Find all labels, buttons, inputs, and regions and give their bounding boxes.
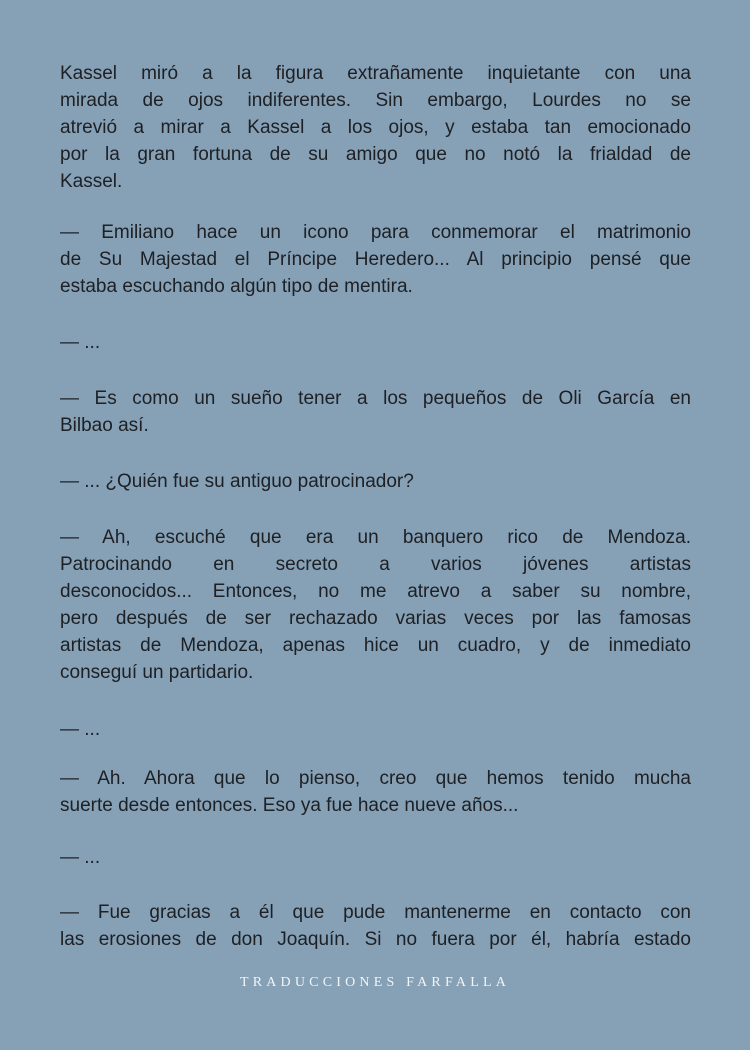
text-line: mirada de ojos indiferentes. Sin embargo, Lourdes no se	[60, 90, 691, 111]
text-line: Kassel miró a la figura extrañamente inquietante con una	[60, 63, 691, 84]
text-line: — ...	[60, 719, 101, 740]
paragraph	[60, 765, 691, 819]
text-line: estaba escuchando algún tipo de mentira.	[60, 276, 413, 297]
text-line: artistas de Mendoza, apenas hice un cuadro, y de inmediato	[60, 635, 691, 656]
text-line: — ... ¿Quién fue su antiguo patrocinador?	[60, 471, 414, 492]
text-line: — Es como un sueño tener a los pequeños de Oli García en	[60, 388, 691, 409]
text-line: — ...	[60, 332, 101, 353]
text-line: — Emiliano hace un icono para conmemorar el matrimonio	[60, 222, 691, 243]
paragraph	[60, 329, 691, 356]
text-line: las erosiones de don Joaquín. Si no fuera por él, habría estado	[60, 929, 691, 950]
text-line: Patrocinando en secreto a varios jóvenes artistas	[60, 554, 691, 575]
footer-publisher: TRADUCCIONES FARFALLA	[239, 975, 511, 990]
text-line: atrevió a mirar a Kassel a los ojos, y estaba tan emocionado	[60, 117, 691, 138]
paragraph	[60, 524, 691, 686]
text-line: por la gran fortuna de su amigo que no notó la frialdad de	[60, 144, 691, 165]
paragraph	[60, 385, 691, 439]
paragraph	[60, 899, 691, 953]
paragraph	[60, 716, 691, 743]
text-line: — Fue gracias a él que pude mantenerme en contacto con	[60, 902, 691, 923]
text-line: Kassel.	[60, 171, 123, 192]
paragraph	[60, 468, 691, 495]
text-line: desconocidos... Entonces, no me atrevo a saber su nombre,	[60, 581, 691, 602]
text-line: de Su Majestad el Príncipe Heredero... Al principio pensé que	[60, 249, 691, 270]
text-line: — ...	[60, 847, 101, 868]
text-line: Bilbao así.	[60, 415, 149, 436]
text-line: suerte desde entonces. Eso ya fue hace nueve años...	[60, 795, 519, 816]
paragraph	[60, 844, 691, 871]
paragraph	[60, 219, 691, 300]
text-line: pero después de ser rechazado varias veces por las famosas	[60, 608, 691, 629]
text-line: — Ah, escuché que era un banquero rico de Mendoza.	[60, 527, 691, 548]
text-line: conseguí un partidario.	[60, 662, 254, 683]
paragraph	[60, 60, 691, 195]
text-line: — Ah. Ahora que lo pienso, creo que hemos tenido mucha	[60, 768, 691, 789]
